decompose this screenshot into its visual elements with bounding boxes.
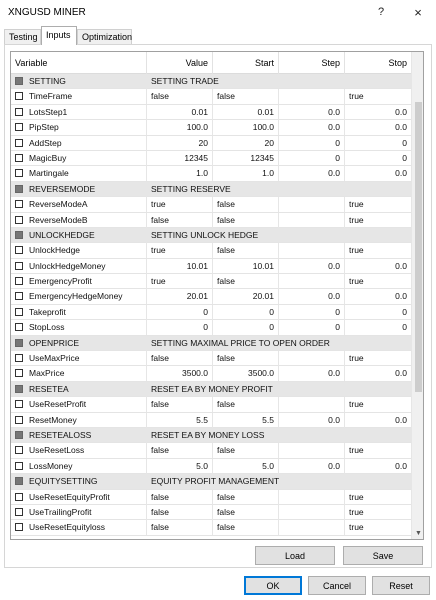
close-icon[interactable]: × bbox=[414, 4, 422, 20]
header-step[interactable]: Step bbox=[279, 52, 345, 74]
variable-cell bbox=[11, 197, 147, 212]
table-row[interactable] bbox=[11, 351, 411, 366]
start-cell[interactable]: false bbox=[213, 351, 279, 366]
variable-cell bbox=[11, 105, 147, 120]
load-button[interactable]: Load bbox=[255, 546, 335, 565]
table-row[interactable] bbox=[11, 289, 411, 304]
step-cell[interactable]: 0.0 bbox=[279, 105, 345, 120]
variable-name: UnlockHedge bbox=[29, 245, 81, 256]
variable-name: RESETEA bbox=[29, 383, 69, 394]
start-cell[interactable]: false bbox=[213, 505, 279, 520]
stop-cell[interactable]: true bbox=[349, 399, 364, 410]
start-cell[interactable]: false bbox=[213, 213, 279, 228]
variable-cell bbox=[11, 182, 147, 197]
value-cell[interactable]: true bbox=[147, 197, 213, 212]
variable-name: LotsStep1 bbox=[29, 106, 68, 117]
optimize-checkbox[interactable] bbox=[15, 154, 23, 162]
optimize-checkbox[interactable] bbox=[15, 92, 23, 100]
group-description: SETTING UNLOCK HEDGE bbox=[151, 229, 259, 240]
group-row[interactable] bbox=[11, 182, 411, 197]
variable-name: Martingale bbox=[29, 168, 69, 179]
table-row[interactable] bbox=[11, 243, 411, 258]
step-cell[interactable]: 0 bbox=[279, 136, 345, 151]
start-cell[interactable]: false bbox=[213, 443, 279, 458]
optimize-checkbox[interactable] bbox=[15, 108, 23, 116]
step-cell[interactable]: 0.0 bbox=[279, 413, 345, 428]
stop-cell[interactable]: 0.0 bbox=[395, 368, 407, 379]
table-row[interactable] bbox=[11, 151, 411, 166]
step-cell[interactable] bbox=[279, 443, 345, 458]
variable-cell bbox=[11, 413, 147, 428]
table-row[interactable] bbox=[11, 166, 411, 181]
stop-cell[interactable]: true bbox=[349, 522, 364, 533]
variable-name: EQUITYSETTING bbox=[29, 476, 98, 487]
value-cell[interactable]: 20 bbox=[147, 136, 213, 151]
stop-cell[interactable]: true bbox=[349, 91, 364, 102]
start-cell[interactable]: 5.5 bbox=[213, 413, 279, 428]
start-cell[interactable]: false bbox=[213, 197, 279, 212]
start-cell[interactable]: 20.01 bbox=[213, 289, 279, 304]
header-variable[interactable]: Variable bbox=[11, 52, 147, 74]
value-cell[interactable]: 0.01 bbox=[147, 105, 213, 120]
variable-name: ReverseModeB bbox=[29, 214, 88, 225]
tab-testing[interactable]: Testing bbox=[4, 29, 41, 44]
variable-cell bbox=[11, 89, 147, 104]
inputs-grid bbox=[10, 51, 424, 540]
group-description: SETTING RESERVE bbox=[151, 183, 231, 194]
value-cell[interactable]: 0 bbox=[147, 305, 213, 320]
step-cell[interactable] bbox=[279, 243, 345, 258]
variable-name: UseResetProfit bbox=[29, 399, 87, 410]
variable-name: SETTING bbox=[29, 76, 66, 86]
variable-cell bbox=[11, 213, 147, 228]
value-cell[interactable]: false bbox=[147, 490, 213, 505]
stop-cell[interactable]: true bbox=[349, 214, 364, 225]
optimize-checkbox[interactable] bbox=[15, 369, 23, 377]
step-cell[interactable]: 0 bbox=[279, 320, 345, 335]
step-cell[interactable]: 0.0 bbox=[279, 289, 345, 304]
start-cell[interactable]: false bbox=[213, 397, 279, 412]
variable-name: ReverseModeA bbox=[29, 199, 88, 210]
table-row[interactable] bbox=[11, 366, 411, 381]
variable-cell bbox=[11, 151, 147, 166]
variable-cell bbox=[11, 443, 147, 458]
group-checkbox[interactable] bbox=[15, 385, 23, 393]
title-bar bbox=[0, 0, 436, 25]
variable-name: PipStep bbox=[29, 122, 59, 133]
start-cell[interactable]: 0 bbox=[213, 320, 279, 335]
step-cell[interactable]: 0 bbox=[279, 151, 345, 166]
table-row[interactable] bbox=[11, 397, 411, 412]
table-row[interactable] bbox=[11, 274, 411, 289]
group-row[interactable] bbox=[11, 428, 411, 443]
tab-bar bbox=[4, 26, 432, 44]
optimize-checkbox[interactable] bbox=[15, 169, 23, 177]
reset-button[interactable]: Reset bbox=[372, 576, 430, 595]
variable-name: REVERSEMODE bbox=[29, 183, 96, 194]
variable-name: TimeFrame bbox=[29, 91, 73, 102]
step-cell[interactable] bbox=[279, 397, 345, 412]
vertical-scrollbar[interactable] bbox=[411, 52, 424, 540]
start-cell[interactable]: false bbox=[213, 274, 279, 289]
value-cell[interactable]: true bbox=[147, 243, 213, 258]
step-cell[interactable] bbox=[279, 197, 345, 212]
start-cell[interactable]: false bbox=[213, 89, 279, 104]
step-cell[interactable] bbox=[279, 505, 345, 520]
variable-name: MagicBuy bbox=[29, 152, 67, 163]
value-cell[interactable]: 10.01 bbox=[147, 259, 213, 274]
value-cell[interactable]: 3500.0 bbox=[147, 366, 213, 381]
optimize-checkbox[interactable] bbox=[15, 400, 23, 408]
step-cell[interactable] bbox=[279, 351, 345, 366]
stop-cell[interactable]: 0 bbox=[402, 137, 407, 148]
optimize-checkbox[interactable] bbox=[15, 508, 23, 516]
header-start[interactable]: Start bbox=[213, 52, 279, 74]
variable-name: UnlockHedgeMoney bbox=[29, 260, 106, 271]
variable-cell bbox=[11, 166, 147, 181]
group-description: RESET EA BY MONEY PROFIT bbox=[151, 383, 273, 394]
start-cell[interactable]: 0.01 bbox=[213, 105, 279, 120]
optimize-checkbox[interactable] bbox=[15, 308, 23, 316]
group-row[interactable] bbox=[11, 74, 411, 89]
variable-cell bbox=[11, 243, 147, 258]
table-row[interactable] bbox=[11, 413, 411, 428]
variable-cell bbox=[11, 505, 147, 520]
header-value[interactable]: Value bbox=[147, 52, 213, 74]
table-row[interactable] bbox=[11, 120, 411, 135]
stop-cell[interactable]: true bbox=[349, 491, 364, 502]
optimize-checkbox[interactable] bbox=[15, 216, 23, 224]
optimize-checkbox[interactable] bbox=[15, 416, 23, 424]
optimize-checkbox[interactable] bbox=[15, 262, 23, 270]
table-row[interactable] bbox=[11, 505, 411, 520]
step-cell[interactable]: 0.0 bbox=[279, 259, 345, 274]
group-checkbox[interactable] bbox=[15, 339, 23, 347]
stop-cell[interactable]: 0.0 bbox=[395, 291, 407, 302]
value-cell[interactable]: false bbox=[147, 520, 213, 535]
group-row[interactable] bbox=[11, 336, 411, 351]
value-cell[interactable]: false bbox=[147, 213, 213, 228]
group-row[interactable] bbox=[11, 228, 411, 243]
stop-cell[interactable]: 0 bbox=[402, 306, 407, 317]
stop-cell[interactable]: true bbox=[349, 353, 364, 364]
group-description: SETTING MAXIMAL PRICE TO OPEN ORDER bbox=[151, 337, 330, 348]
cancel-button[interactable]: Cancel bbox=[308, 576, 366, 595]
variable-name: EmergencyHedgeMoney bbox=[29, 291, 123, 302]
variable-cell bbox=[11, 274, 147, 289]
grid-rows bbox=[11, 74, 411, 536]
optimize-checkbox[interactable] bbox=[15, 200, 23, 208]
group-checkbox[interactable] bbox=[15, 77, 23, 85]
value-cell[interactable]: false bbox=[147, 89, 213, 104]
stop-cell[interactable]: true bbox=[349, 445, 364, 456]
tab-optimization[interactable]: Optimization bbox=[77, 29, 132, 44]
optimize-checkbox[interactable] bbox=[15, 446, 23, 454]
scroll-down-icon[interactable]: ▼ bbox=[415, 530, 422, 537]
stop-cell[interactable]: 0.0 bbox=[395, 106, 407, 117]
variable-name: AddStep bbox=[29, 137, 62, 148]
optimize-checkbox[interactable] bbox=[15, 323, 23, 331]
optimize-checkbox[interactable] bbox=[15, 292, 23, 300]
stop-cell[interactable]: 0 bbox=[402, 152, 407, 163]
variable-cell bbox=[11, 289, 147, 304]
step-cell[interactable]: 0.0 bbox=[279, 120, 345, 135]
optimize-checkbox[interactable] bbox=[15, 123, 23, 131]
variable-cell bbox=[11, 366, 147, 381]
table-row[interactable] bbox=[11, 213, 411, 228]
variable-cell bbox=[11, 320, 147, 335]
optimize-checkbox[interactable] bbox=[15, 523, 23, 531]
step-cell[interactable]: 0.0 bbox=[279, 366, 345, 381]
variable-cell bbox=[11, 136, 147, 151]
table-row[interactable] bbox=[11, 197, 411, 212]
variable-cell bbox=[11, 351, 147, 366]
variable-cell bbox=[11, 259, 147, 274]
value-cell[interactable]: 100.0 bbox=[147, 120, 213, 135]
table-row[interactable] bbox=[11, 136, 411, 151]
variable-cell bbox=[11, 336, 147, 351]
start-cell[interactable]: 100.0 bbox=[213, 120, 279, 135]
start-cell[interactable]: 20 bbox=[213, 136, 279, 151]
value-cell[interactable]: false bbox=[147, 397, 213, 412]
table-row[interactable] bbox=[11, 459, 411, 474]
optimize-checkbox[interactable] bbox=[15, 277, 23, 285]
value-cell[interactable]: 1.0 bbox=[147, 166, 213, 181]
start-cell[interactable]: 3500.0 bbox=[213, 366, 279, 381]
table-row[interactable] bbox=[11, 259, 411, 274]
variable-name: OPENPRICE bbox=[29, 337, 80, 348]
optimize-checkbox[interactable] bbox=[15, 354, 23, 362]
start-cell[interactable]: false bbox=[213, 243, 279, 258]
group-description: SETTING TRADE bbox=[151, 76, 219, 86]
variable-cell bbox=[11, 428, 147, 443]
table-row[interactable] bbox=[11, 443, 411, 458]
step-cell[interactable] bbox=[279, 89, 345, 104]
variable-cell bbox=[11, 120, 147, 135]
variable-cell bbox=[11, 490, 147, 505]
table-row[interactable] bbox=[11, 520, 411, 535]
help-icon[interactable]: ? bbox=[377, 6, 385, 18]
stop-cell[interactable]: true bbox=[349, 199, 364, 210]
value-cell[interactable]: false bbox=[147, 443, 213, 458]
stop-cell[interactable]: 0 bbox=[402, 322, 407, 333]
window-title: XNGUSD MINER bbox=[8, 7, 86, 18]
variable-name: UseTrailingProfit bbox=[29, 506, 92, 517]
variable-cell bbox=[11, 74, 147, 89]
optimize-checkbox[interactable] bbox=[15, 246, 23, 254]
group-description: RESET EA BY MONEY LOSS bbox=[151, 429, 265, 440]
variable-name: UNLOCKHEDGE bbox=[29, 229, 95, 240]
optimize-checkbox[interactable] bbox=[15, 462, 23, 470]
start-cell[interactable]: false bbox=[213, 490, 279, 505]
variable-cell bbox=[11, 382, 147, 397]
step-cell[interactable]: 0.0 bbox=[279, 166, 345, 181]
variable-name: UseResetEquityProfit bbox=[29, 491, 110, 502]
value-cell[interactable]: 5.0 bbox=[147, 459, 213, 474]
table-row[interactable] bbox=[11, 105, 411, 120]
step-cell[interactable] bbox=[279, 213, 345, 228]
scrollbar-thumb[interactable] bbox=[415, 102, 422, 392]
group-description: EQUITY PROFIT MANAGEMENT bbox=[151, 476, 280, 487]
start-cell[interactable]: 12345 bbox=[213, 151, 279, 166]
variable-name: UseMaxPrice bbox=[29, 353, 80, 364]
variable-cell bbox=[11, 228, 147, 243]
start-cell[interactable]: 10.01 bbox=[213, 259, 279, 274]
optimize-checkbox[interactable] bbox=[15, 493, 23, 501]
value-cell[interactable]: false bbox=[147, 351, 213, 366]
stop-cell[interactable]: true bbox=[349, 245, 364, 256]
step-cell[interactable] bbox=[279, 274, 345, 289]
tab-inputs[interactable]: Inputs bbox=[41, 26, 77, 45]
variable-name: ResetMoney bbox=[29, 414, 77, 425]
variable-name: EmergencyProfit bbox=[29, 276, 92, 287]
table-row[interactable] bbox=[11, 490, 411, 505]
variable-name: UseResetEquityloss bbox=[29, 522, 106, 533]
start-cell[interactable]: false bbox=[213, 520, 279, 535]
grid-header bbox=[11, 52, 411, 74]
variable-name: UseResetLoss bbox=[29, 445, 85, 456]
group-row[interactable] bbox=[11, 474, 411, 489]
value-cell[interactable]: 5.5 bbox=[147, 413, 213, 428]
variable-name: LossMoney bbox=[29, 460, 73, 471]
stop-cell[interactable]: true bbox=[349, 276, 364, 287]
variable-name: StopLoss bbox=[29, 322, 65, 333]
variable-name: RESETEALOSS bbox=[29, 429, 92, 440]
variable-cell bbox=[11, 397, 147, 412]
step-cell[interactable]: 0 bbox=[279, 305, 345, 320]
save-button[interactable]: Save bbox=[343, 546, 423, 565]
ok-button[interactable]: OK bbox=[244, 576, 302, 595]
group-checkbox[interactable] bbox=[15, 231, 23, 239]
value-cell[interactable]: 12345 bbox=[147, 151, 213, 166]
stop-cell[interactable]: 0.0 bbox=[395, 122, 407, 133]
value-cell[interactable]: false bbox=[147, 505, 213, 520]
variable-cell bbox=[11, 520, 147, 535]
step-cell[interactable] bbox=[279, 490, 345, 505]
start-cell[interactable]: 0 bbox=[213, 305, 279, 320]
stop-cell[interactable]: 0.0 bbox=[395, 414, 407, 425]
variable-cell bbox=[11, 474, 147, 489]
group-row[interactable] bbox=[11, 382, 411, 397]
value-cell[interactable]: 0 bbox=[147, 320, 213, 335]
stop-cell[interactable]: true bbox=[349, 506, 364, 517]
table-row[interactable] bbox=[11, 305, 411, 320]
variable-cell bbox=[11, 459, 147, 474]
stop-cell[interactable]: 0.0 bbox=[395, 168, 407, 179]
stop-cell[interactable]: 0.0 bbox=[395, 460, 407, 471]
stop-cell[interactable]: 0.0 bbox=[395, 260, 407, 271]
step-cell[interactable] bbox=[279, 520, 345, 535]
step-cell[interactable]: 0.0 bbox=[279, 459, 345, 474]
table-row[interactable] bbox=[11, 320, 411, 335]
value-cell[interactable]: 20.01 bbox=[147, 289, 213, 304]
start-cell[interactable]: 5.0 bbox=[213, 459, 279, 474]
header-stop[interactable]: Stop bbox=[388, 58, 407, 68]
variable-cell bbox=[11, 305, 147, 320]
group-checkbox[interactable] bbox=[15, 477, 23, 485]
table-row[interactable] bbox=[11, 89, 411, 104]
group-checkbox[interactable] bbox=[15, 431, 23, 439]
variable-name: MaxPrice bbox=[29, 368, 65, 379]
value-cell[interactable]: true bbox=[147, 274, 213, 289]
group-checkbox[interactable] bbox=[15, 185, 23, 193]
variable-name: Takeprofit bbox=[29, 306, 66, 317]
start-cell[interactable]: 1.0 bbox=[213, 166, 279, 181]
optimize-checkbox[interactable] bbox=[15, 139, 23, 147]
